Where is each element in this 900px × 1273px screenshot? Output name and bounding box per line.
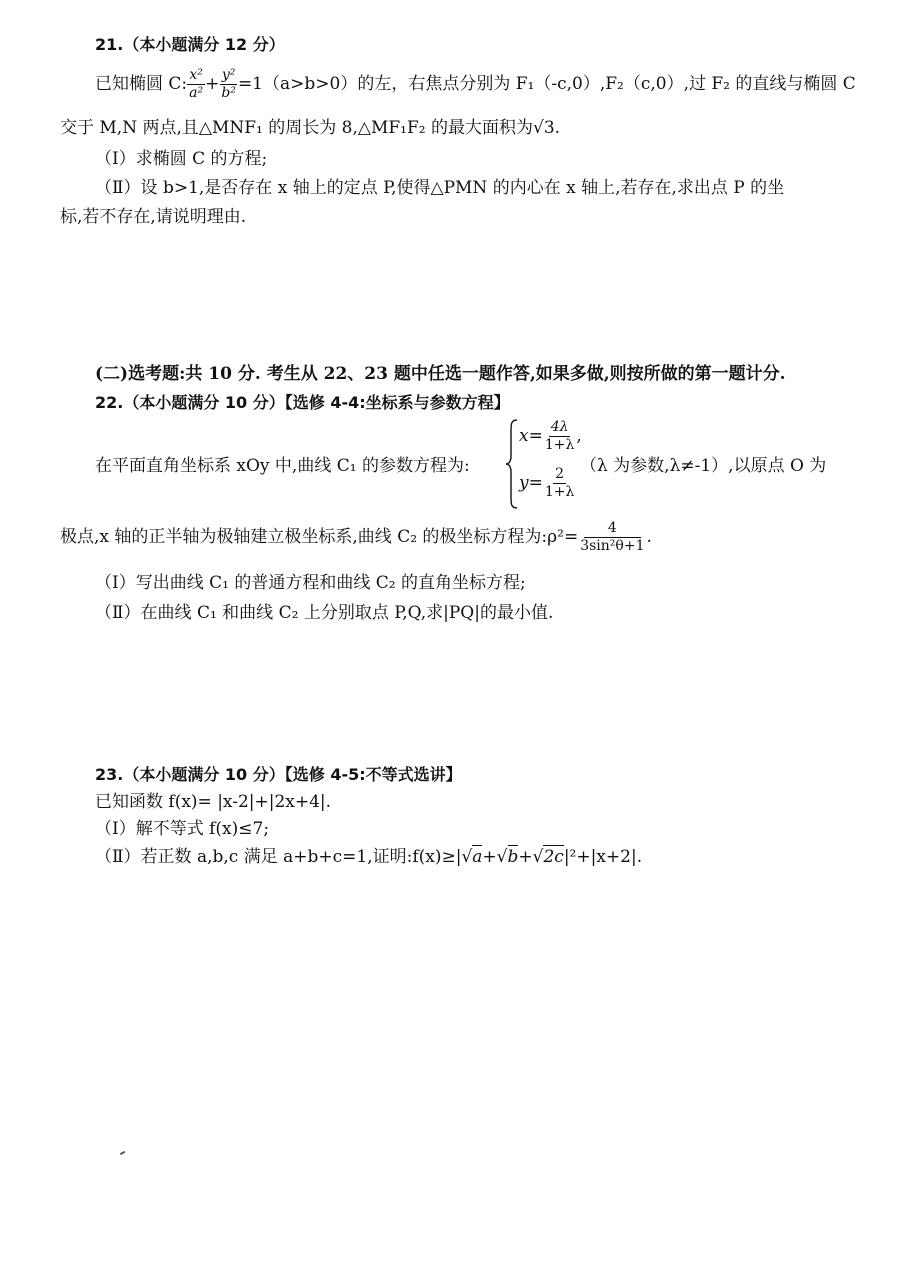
q21-part2-line2: 标,若不存在,请说明理由. [60,207,247,227]
q21-stem-post: =1（a>b>0）的左，右焦点分别为 F₁（-c,0）,F₂（c,0）,过 F₂ 的直线与椭圆 C [237,74,856,94]
q21-stem-pre: 已知椭圆 C: [95,74,188,94]
q22-y-equation: y= $\frac{2}{1+\lambda}$ [519,466,575,500]
q23-sqrt-2c: 2c [543,847,564,867]
q22-x-equation: x= $\frac{4\lambda}{1+\lambda}$ , [519,419,582,453]
q22-stem-post: （λ 为参数,λ≠-1）,以原点 O 为 [580,456,827,476]
q23-function: 已知函数 f(x)= |x-2|+|2x+4|. [95,792,332,812]
q22-header: 22.（本小题满分 10 分）【选修 4-4:坐标系与参数方程】 [95,393,510,412]
q23-part2: （Ⅱ）若正数 a,b,c 满足 a+b+c=1,证明:f(x)≥|√a+√b+√2c|²+|x+2|. [95,847,643,867]
q22-x-fraction: $\frac{4\lambda}{1+\lambda}$ [544,419,575,453]
q21-stem-line2: 交于 M,N 两点,且△MNF₁ 的周长为 8,△MF₁F₂ 的最大面积为√3. [60,118,561,138]
q23-sqrt-a: a [472,847,483,867]
q21-part2-line1: （Ⅱ）设 b>1,是否存在 x 轴上的定点 P,使得△PMN 的内心在 x 轴上,若存在,求出点 P 的坐 [95,178,785,198]
q22-part2: （Ⅱ）在曲线 C₁ 和曲线 C₂ 上分别取点 P,Q,求|PQ|的最小值. [95,603,554,623]
q22-stem-line2: 极点,x 轴的正半轴为极轴建立极坐标系,曲线 C₂ 的极坐标方程为:ρ²= $\frac{4}{\text{3sin²θ+1}}$ . [60,520,652,554]
q22-system-brace [505,418,519,510]
section2-heading: (二)选考题:共 10 分. 考生从 22、23 题中任选一题作答,如果多做,则按所做的第一题计分. [95,364,786,384]
scan-speck [120,1151,125,1155]
q22-rho-fraction: $\frac{4}{\text{3sin²θ+1}}$ [580,520,645,554]
q22-stem-pre: 在平面直角坐标系 xOy 中,曲线 C₁ 的参数方程为: [95,456,470,476]
q23-sqrt-b: b [507,847,519,867]
q22-y-fraction: $\frac{2}{1+\lambda}$ [544,466,575,500]
q23-part1: （Ⅰ）解不等式 f(x)≤7; [95,819,270,839]
q23-header: 23.（本小题满分 10 分）【选修 4-5:不等式选讲】 [95,765,462,784]
q21-fraction-y: $\frac{\text{y²}}{\text{b²}}$ [221,67,236,101]
q21-part1: （Ⅰ）求椭圆 C 的方程; [95,149,268,169]
q21-header: 21.（本小题满分 12 分） [95,35,285,54]
q21-stem-line1: 已知椭圆 C: $\frac{\text{x²}}{\text{a²}}$ + $\frac{\text{y²}}{\text{b²}}$ =1（a>b>0）的左，右焦点分别为 F₁（-c,0）,F₂（c,0）,过 F₂ 的直线与椭圆 C [95,67,856,101]
q22-part1: （Ⅰ）写出曲线 C₁ 的普通方程和曲线 C₂ 的直角坐标方程; [95,573,526,593]
q21-fraction-x: $\frac{\text{x²}}{\text{a²}}$ [189,67,204,101]
